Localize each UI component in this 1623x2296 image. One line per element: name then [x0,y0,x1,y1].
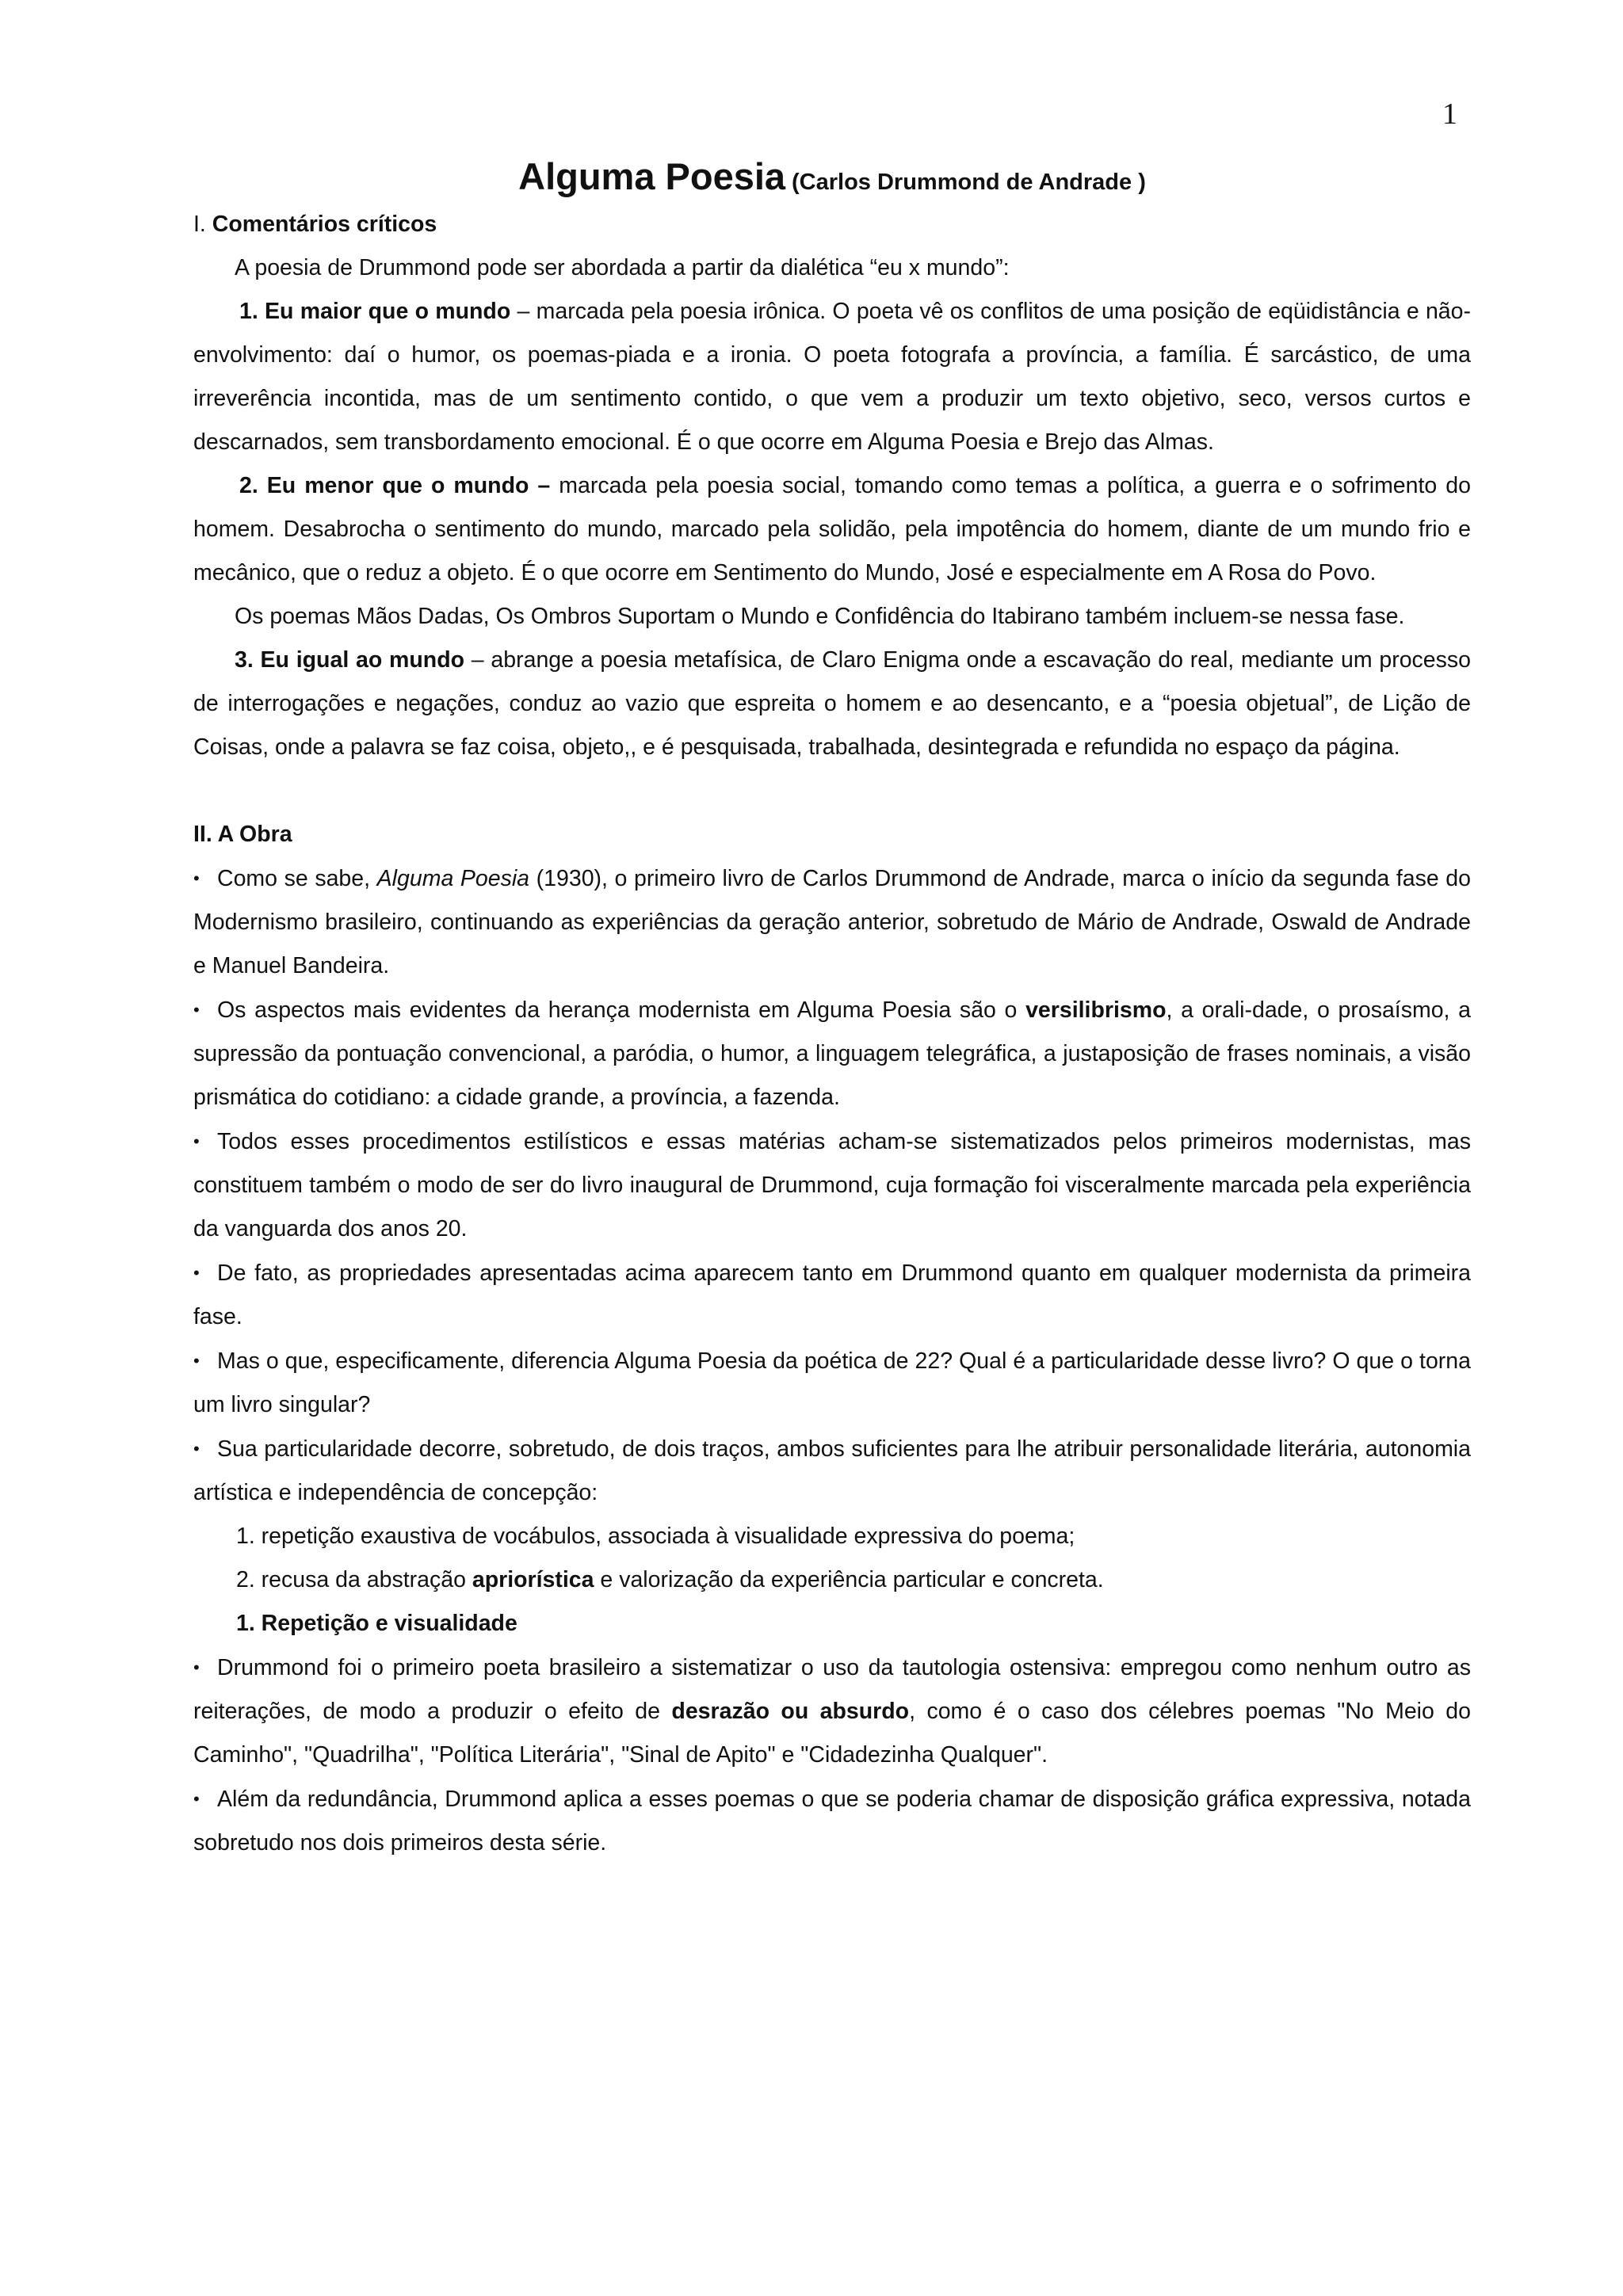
section-heading-comentarios [193,203,1471,246]
item-label: 2. Eu menor que o mundo – [239,473,551,498]
bullet-paragraph [193,1339,1471,1427]
intro-paragraph: A poesia de Drummond pode ser abordada a partir da dialética “eu x mundo”: [235,255,1010,280]
spacer [193,769,1471,813]
bullet-text: Os aspectos mais evidentes da herança modernista em Alguma Poesia são o [217,997,1026,1023]
item-label: 1. Eu maior que o mundo [239,299,511,324]
bullet-paragraph [193,1777,1471,1865]
bullet-text: Drummond foi o primeiro poeta brasileiro a sistematizar o uso da tautologia ostensiva: empregou como nenhum outro as reiterações, de modo a produzir o efeito de [193,1655,1471,1724]
bullet-icon: • [193,1351,200,1371]
bullet-text: De fato, as propriedades apresentadas acima aparecem tanto em Drummond quanto em qualquer modernista da primeira fase. [193,1261,1471,1329]
bullet-icon: • [193,1657,200,1677]
bullet-paragraph [193,1427,1471,1515]
item-label: 3. Eu igual ao mundo [235,647,465,673]
section-heading-obra: II. A Obra [193,822,292,847]
bullet-text: , a orali-dade, o prosaísmo, a supressão da pontuação convencional, a paródia, o humor, a linguagem telegráfica, a justaposição de frases nominais, a visão prismática do cotidiano: a cidade grande, a província, a fazenda. [193,997,1471,1110]
bullet-paragraph [193,988,1471,1119]
subheading-repeticao: 1. Repetição e visualidade [236,1611,517,1636]
bullet-text: Como se sabe, [217,866,377,891]
bullet-text: , como é o caso dos célebres poemas "No Meio do Caminho", "Quadrilha", "Política Literária", "Sinal de Apito" e "Cidadezinha Qualquer". [193,1699,1471,1768]
bullet-text: Todos esses procedimentos estilísticos e essas matérias acham-se sistematizados pelos primeiros modernistas, mas constituem também o modo de ser do livro inaugural de Drummond, cuja formação foi visceralmente marcada pela experiência da vanguarda dos anos 20. [193,1129,1471,1241]
section-title: Comentários críticos [212,212,437,237]
item-text: e valorização da experiência particular e concreta. [594,1567,1104,1592]
item-text: marcada pela poesia social, tomando como temas a política, a guerra e o sofrimento do homem. Desabrocha o sentimento do mundo, marcado pela solidão, pela impotência do homem, diante de um mundo frio e mecânico, que o reduz a objeto. É o que ocorre em Sentimento do Mundo, José e especialmente em A Rosa do Povo. [193,473,1471,585]
numbered-item [193,1558,1471,1602]
item-text: – marcada pela poesia irônica. O poeta vê os conflitos de uma posição de eqüidistância e não-envolvimento: daí o humor, os poemas-piada e a ironia. O poeta fotografa a província, a família. É sarcástico, de uma irreverência incontida, mas de um sentimento contido, o que vem a produzir um texto objetivo, seco, versos curtos e descarnados, sem transbordamento emocional. É o que ocorre em Alguma Poesia e Brejo das Almas. [193,299,1472,455]
bullet-text: Mas o que, especificamente, diferencia Alguma Poesia da poética de 22? Qual é a particularidade desse livro? O que o torna um livro singular? [193,1348,1471,1417]
page-number: 1 [1442,97,1457,131]
bullet-icon: • [193,1131,200,1151]
item-eu-maior [193,290,1471,464]
bullet-paragraph [193,1251,1471,1339]
title-main: Alguma Poesia [518,155,786,197]
item-eu-menor [193,464,1471,595]
bullet-text: Sua particularidade decorre, sobretudo, de dois traços, ambos suficientes para lhe atribuir personalidade literária, autonomia artística e independência de concepção: [193,1436,1471,1505]
bullet-icon: • [193,1263,200,1283]
bullet-paragraph [193,856,1471,988]
title-author: (Carlos Drummond de Andrade ) [792,170,1146,195]
document-title [193,151,1471,203]
item-text: – abrange a poesia metafísica, de Claro Enigma onde a escavação do real, mediante um processo de interrogações e negações, conduz ao vazio que espreita o homem e ao desencanto, e a “poesia objetual”, de Lição de Coisas, onde a palavra se faz coisa, objeto,, e é pesquisada, trabalhada, desintegrada e refundida no espaço da página. [193,647,1471,760]
bullet-icon: • [193,1000,200,1020]
numbered-item: 1. repetição exaustiva de vocábulos, associada à visualidade expressiva do poema; [236,1524,1075,1549]
bold-term: versilibrismo [1025,997,1167,1023]
bullet-text: (1930), o primeiro livro de Carlos Drummond de Andrade, marca o início da segunda fase do Modernismo brasileiro, continuando as experiências da geração anterior, sobretudo de Mário de Andrade, Oswald de Andrade e Manuel Bandeira. [193,866,1472,978]
poems-paragraph: Os poemas Mãos Dadas, Os Ombros Suportam o Mundo e Confidência do Itabirano também incluem-se nessa fase. [235,604,1405,629]
bullet-paragraph [193,1119,1471,1251]
bold-term: desrazão ou absurdo [671,1699,910,1724]
item-text: 2. recusa da abstração [236,1567,472,1592]
bold-term: apriorística [472,1567,594,1592]
item-eu-igual [193,639,1471,769]
bullet-paragraph [193,1646,1471,1777]
book-title: Alguma Poesia [376,866,530,891]
section-prefix: I. [193,212,212,237]
bullet-text: Além da redundância, Drummond aplica a esses poemas o que se poderia chamar de disposição gráfica expressiva, notada sobretudo nos dois primeiros desta série. [193,1787,1471,1855]
document-body [193,151,1471,1865]
bullet-icon: • [193,1789,200,1809]
bullet-icon: • [193,1439,200,1459]
bullet-icon: • [193,868,200,888]
